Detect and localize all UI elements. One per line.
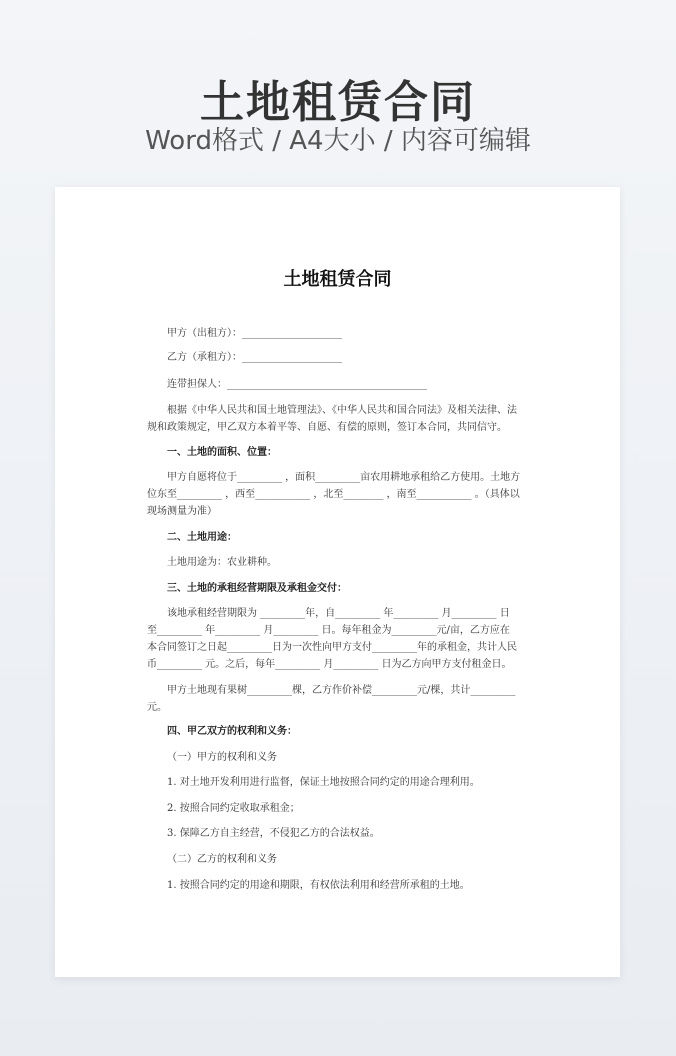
section-4-sub-a: （一）甲方的权利和义务 [167,752,277,763]
section-3-heading: 三、土地的承租经营期限及承租金交付： [167,583,347,594]
text-line: 甲方土地现有果树_________棵，乙方作价补偿_________元/棵，共计_________ [167,685,516,696]
section-4-heading: 四、甲乙双方的权利和义务： [167,726,297,737]
text-line: 该地承租经营期限为 _________年，自_________ 年_________ 月_________ 日 [167,608,510,619]
section-4-sub-b: （二）乙方的权利和义务 [167,854,277,865]
section-1-heading: 一、土地的面积、位置： [167,447,277,458]
text-line: 现场测量为准） [147,506,217,517]
text-line: 至_________ 年_________ 月_________ 日。每年租金为_________元/亩，乙方应在 [147,625,510,636]
section-2-body: 土地用途为：农业耕种。 [167,557,277,568]
guarantor-line: 连带担保人：________________________________________ [167,379,427,390]
preamble-paragraph [147,402,527,436]
list-item: 2. 按照合同约定收取承租金； [167,803,300,814]
list-item: 1. 按照合同约定的用途和期限，有权依法利用和经营所承租的土地。 [167,880,470,891]
document-page [55,187,620,977]
text-line: 元。 [147,702,167,713]
text-line: 甲方自愿将位于_________ ，面积_________亩农用耕地承租给乙方使用。土地方 [167,472,521,483]
hero-title: 土地租赁合同 [200,77,476,128]
text-line: 根据《中华人民共和国土地管理法》、《中华人民共和国合同法》及相关法律、法 [167,405,517,416]
section-3-trees [147,682,527,716]
text-line: 本合同签订之日起_________日为一次性向甲方支付_________年的承租金，共计人民 [147,642,517,653]
list-item: 1. 对土地开发利用进行监督，保证土地按照合同约定的用途合理利用。 [167,777,480,788]
text-line: 规和政策规定，甲乙双方本着平等、自愿、有偿的原则，签订本合同，共同信守。 [147,422,507,433]
hero-subtitle: Word格式 / A4大小 / 内容可编辑 [145,126,531,156]
document-title: 土地租赁合同 [283,269,392,290]
section-1-body [147,469,527,520]
party-b-line: 乙方（承租方）：____________________ [167,352,342,363]
section-3-body [147,605,527,673]
section-2-heading: 二、土地用途： [167,532,237,543]
party-a-line: 甲方（出租方）：____________________ [167,328,342,339]
text-line: 位东至_________ ，西至___________ ，北至________ ，南至___________ 。（具体以 [147,489,520,500]
text-line: 币_________ 元。之后，每年_________ 月_________ 日为乙方向甲方支付租金日。 [147,659,512,670]
list-item: 3. 保障乙方自主经营，不侵犯乙方的合法权益。 [167,828,380,839]
